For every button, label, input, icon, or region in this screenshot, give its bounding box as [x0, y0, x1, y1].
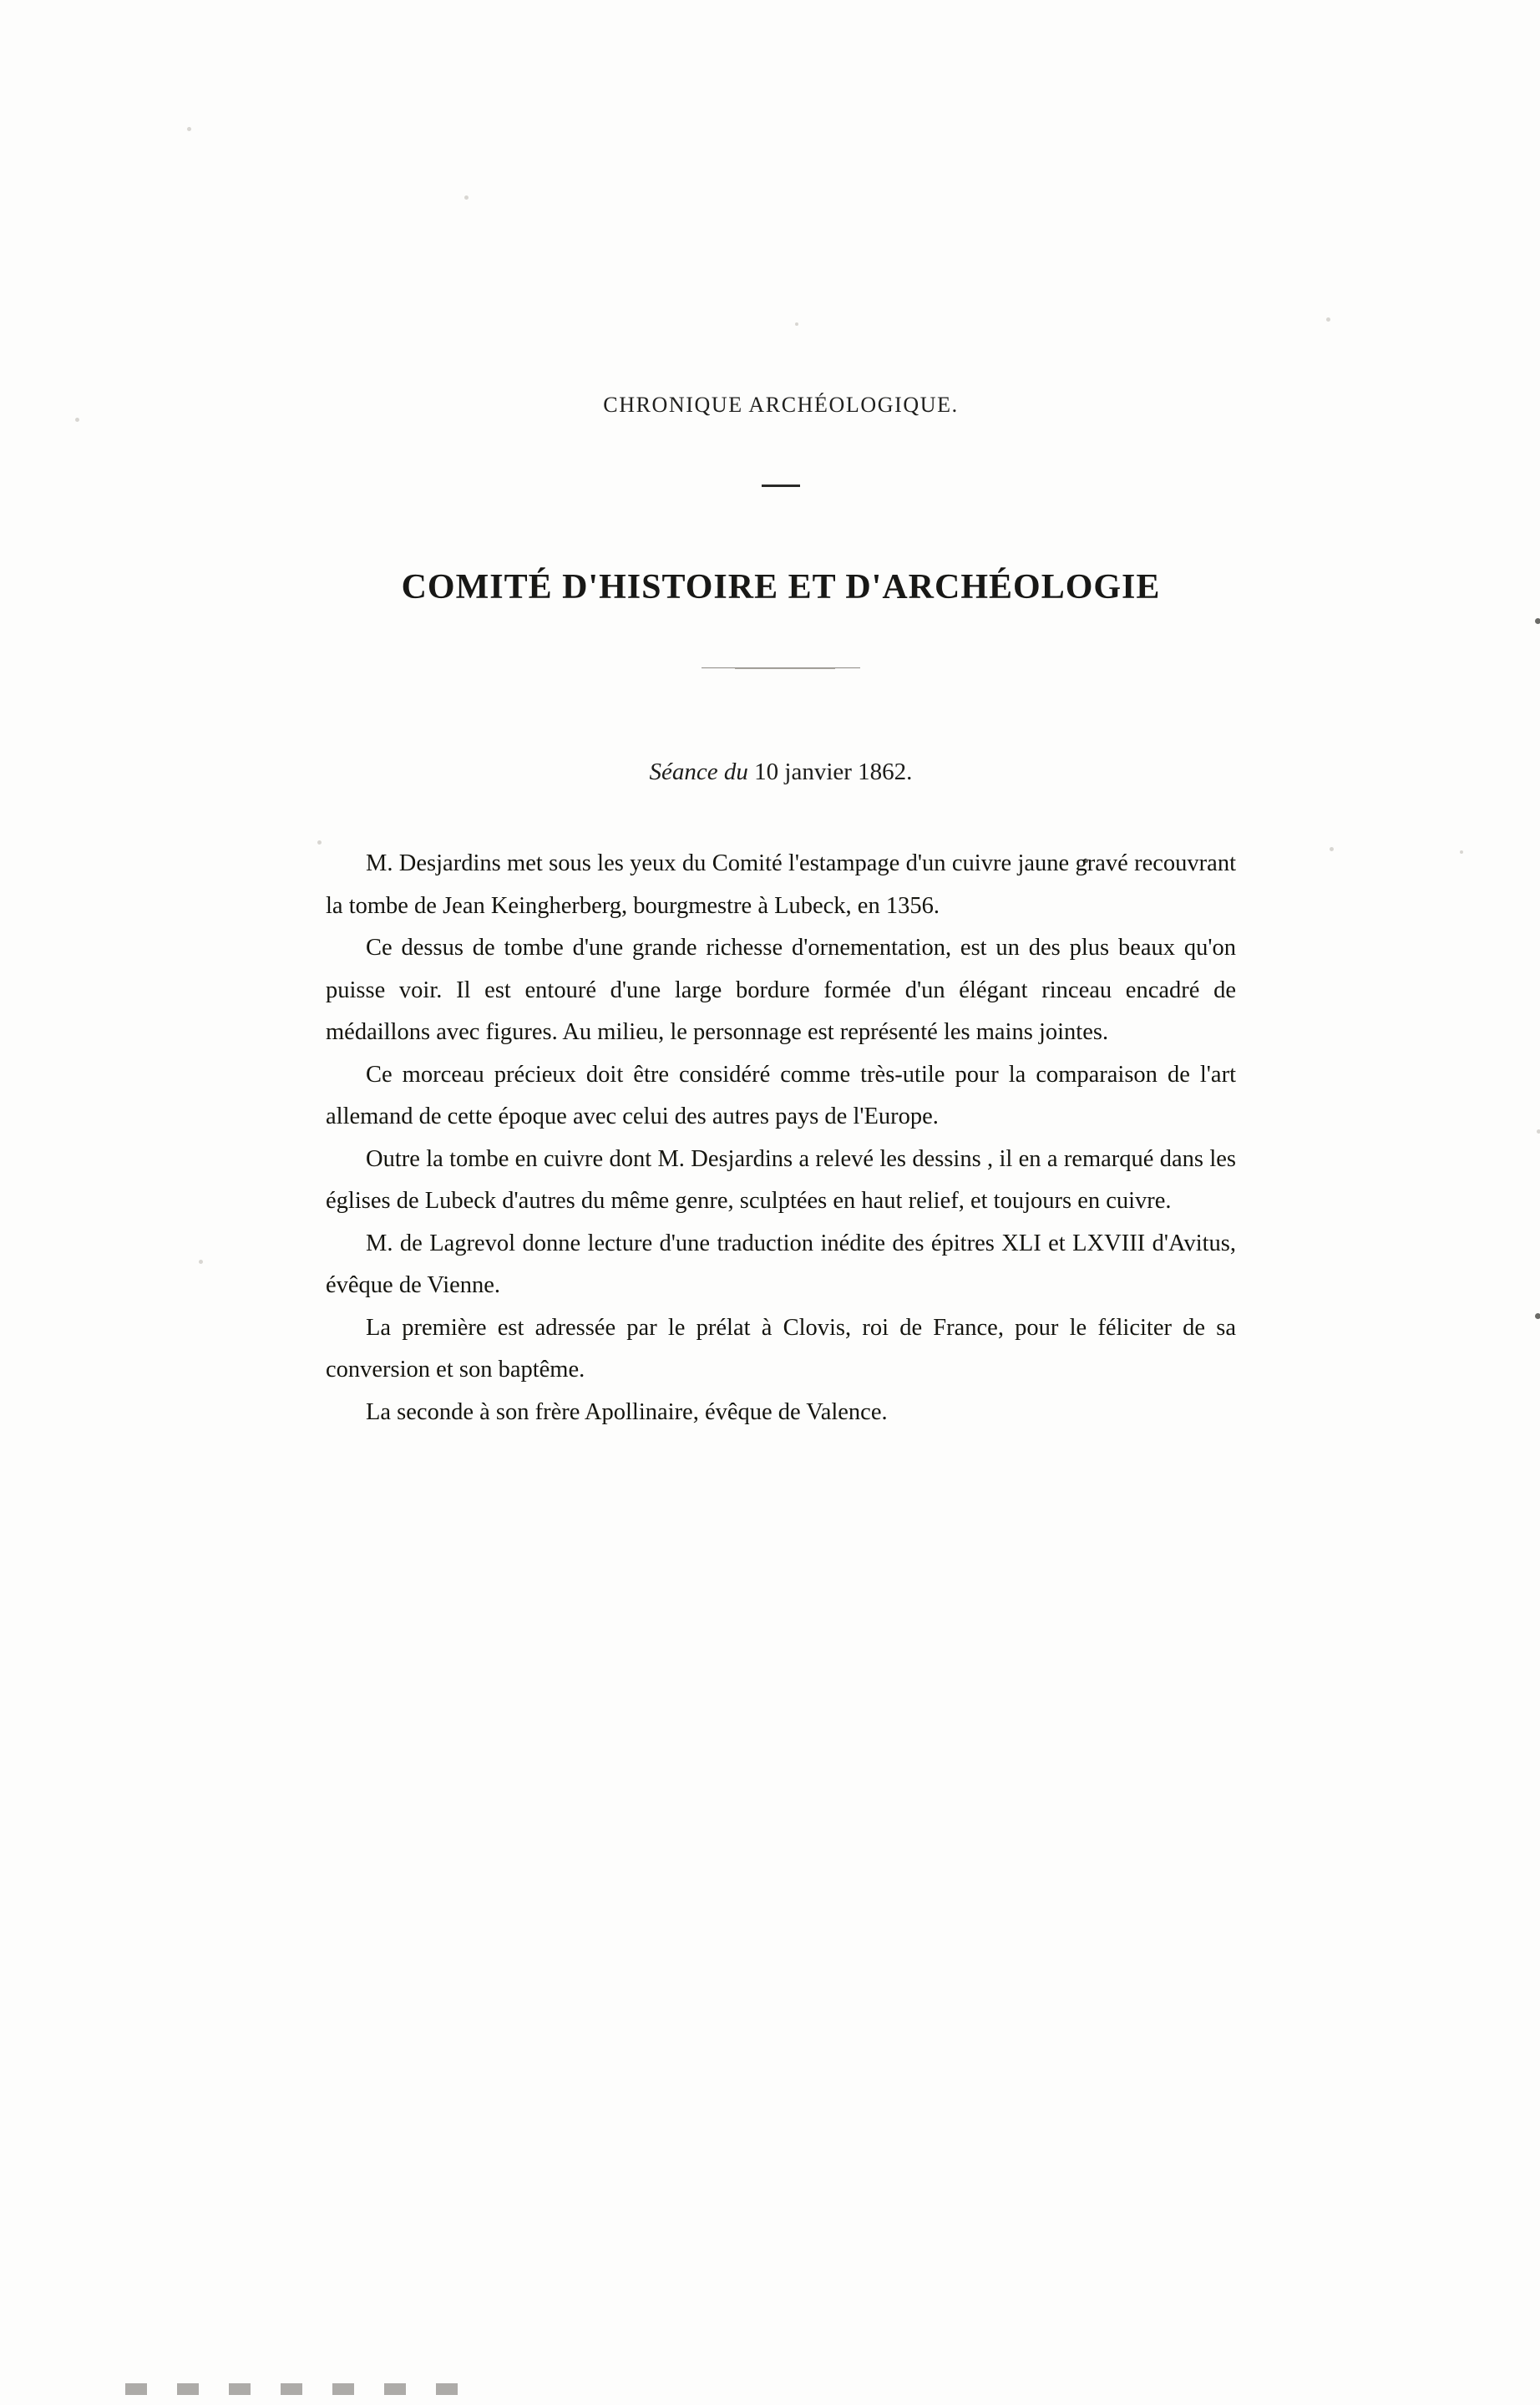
header-divider: [762, 485, 800, 487]
paragraph: La première est adressée par le prélat à Clovis, roi de France, pour le féliciter de sa conversion et son baptême.: [326, 1314, 1236, 1383]
scan-speck: [1330, 847, 1334, 851]
scan-speck: [1535, 618, 1540, 624]
session-date: 10 janvier 1862.: [754, 759, 913, 785]
body-text: [326, 843, 1236, 1433]
session-prefix: Séance du: [649, 759, 748, 785]
paragraph: Ce morceau précieux doit être considéré comme très-utile pour la comparaison de l'art allemand de cette époque avec celui des autres pays de l'Europe.: [326, 1061, 1236, 1129]
scan-speck: [1537, 1129, 1540, 1134]
paragraph: Ce dessus de tombe d'une grande richesse d'ornementation, est un des plus beaux qu'on puisse voir. Il est entouré d'une large bordure formée d'un élégant rinceau encadré de médaillons avec figures. Au milieu, le personnage est représenté les mains jointes.: [326, 935, 1236, 1045]
paragraph: M. Desjardins met sous les yeux du Comité l'estampage d'un cuivre jaune gravé recouvrant la tombe de Jean Keingherberg, bourgmestre à Lubeck, en 1356.: [326, 850, 1236, 919]
title-divider: [702, 667, 860, 668]
paragraph: M. de Lagrevol donne lecture d'une traduction inédite des épitres XLI et LXVIII d'Avitus, évêque de Vienne.: [326, 1230, 1236, 1298]
scan-speck: [317, 840, 322, 845]
running-head: CHRONIQUE ARCHÉOLOGIQUE.: [603, 393, 959, 417]
paragraph: Outre la tombe en cuivre dont M. Desjardins a relevé les dessins , il en a remarqué dans les églises de Lubeck d'autres du même genre, sculptées en haut relief, et toujours en cuivre.: [326, 1145, 1236, 1214]
scan-speck: [1535, 1313, 1540, 1319]
paragraph: La seconde à son frère Apollinaire, évêque de Valence.: [366, 1398, 888, 1425]
page-title: COMITÉ D'HISTOIRE ET D'ARCHÉOLOGIE: [401, 568, 1161, 606]
scan-speck: [1326, 317, 1330, 322]
scan-speck: [187, 127, 191, 131]
scan-speck: [75, 418, 79, 422]
page-bottom-artifacts: [125, 2377, 518, 2395]
scan-speck: [1460, 850, 1463, 854]
scan-speck: [199, 1260, 203, 1264]
session-line: [326, 759, 1236, 786]
page-content: [326, 0, 1236, 1433]
